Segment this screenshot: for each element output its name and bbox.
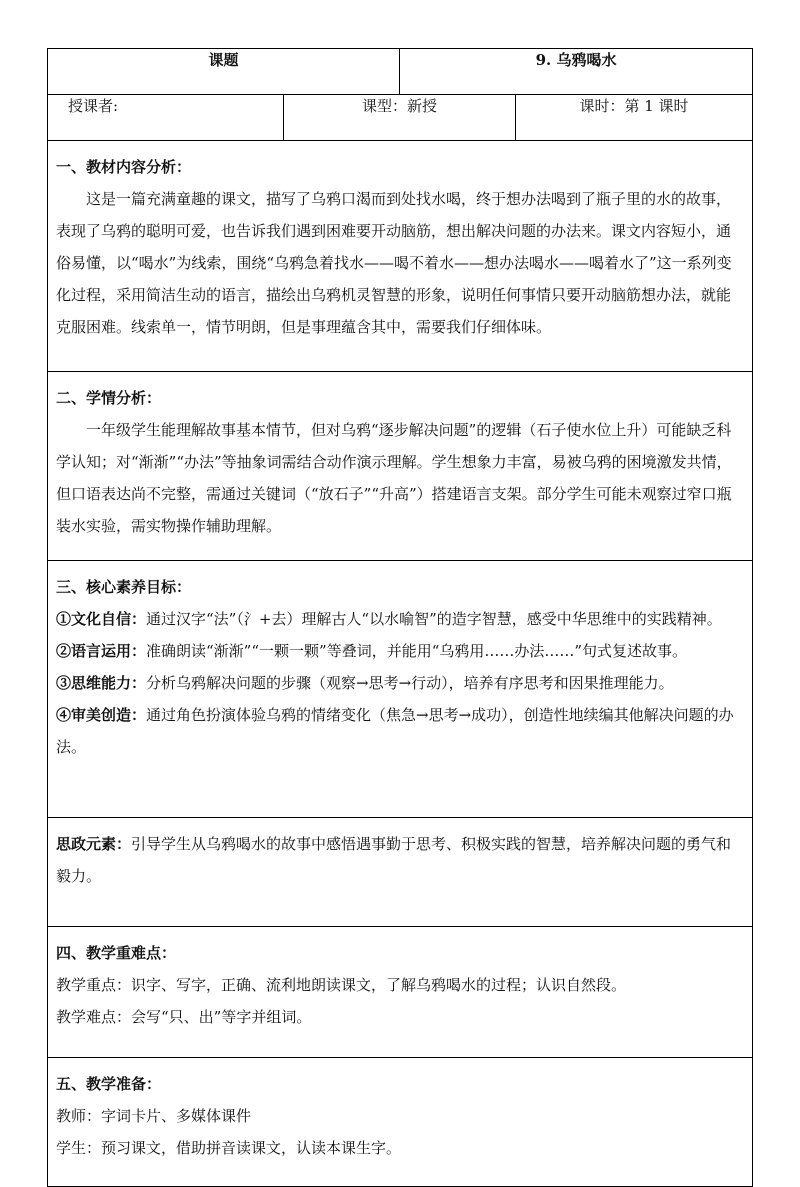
goal-text: 分析乌鸦解决问题的步骤（观察→思考→行动），培养有序思考和因果推理能力。: [146, 674, 674, 692]
lesson-type-cell: 课型：新授: [284, 95, 516, 141]
lesson-plan-table: [47, 48, 753, 1187]
goal-label: ④审美创造：: [56, 706, 147, 724]
ideology-paragraph: [56, 828, 744, 892]
section-title: 五、教学准备：: [56, 1075, 162, 1093]
goal-item: [56, 603, 744, 635]
ideology-text: 引导学生从乌鸦喝水的故事中感悟遇事勤于思考、积极实践的智慧，培养解决问题的勇气和毅力。: [56, 835, 732, 885]
key-point-line: 教学重点：识字、写字，正确、流利地朗读课文，了解乌鸦喝水的过程；认识自然段。: [56, 976, 627, 994]
goal-item: [56, 699, 744, 763]
section-student-analysis: [48, 372, 753, 561]
section-ideology: [48, 818, 753, 927]
lesson-plan-page: [47, 48, 752, 1187]
goal-label: ③思维能力：: [56, 674, 147, 692]
goal-text: 通过汉字“法”（氵+去）理解古人“以水喻智”的造字智慧，感受中华思维中的实践精神。: [146, 610, 722, 628]
goal-label: ②语言运用：: [56, 642, 147, 660]
section-body: 一年级学生能理解故事基本情节，但对乌鸦“逐步解决问题”的逻辑（石子使水位上升）可能缺乏科学认知；对“渐渐”“办法”等抽象词需结合动作演示理解。学生想象力丰富，易被乌鸦的困境激发共情，但口语表达尚不完整，需通过关键词（“放石子”“升高”）搭建语言支架。部分学生可能未观察过窄口瓶装水实验，需实物操作辅助理解。: [56, 421, 732, 535]
section-title: 二、学情分析：: [56, 389, 162, 407]
section-material-analysis: [48, 141, 753, 372]
difficult-point-line: 教学难点：会写“只、出”等字并组词。: [56, 1008, 312, 1026]
header-label: 课题: [48, 49, 400, 95]
lesson-title: 9. 乌鸦喝水: [400, 49, 753, 95]
lesson-hours-cell: 课时：第 1 课时: [516, 95, 753, 141]
goal-label: ①文化自信：: [56, 610, 147, 628]
header-row: [48, 49, 753, 95]
section-key-points: [48, 927, 753, 1058]
teacher-prep-line: 教师：字词卡片、多媒体课件: [56, 1107, 252, 1125]
goal-item: [56, 635, 744, 667]
ideology-label: 思政元素：: [56, 835, 132, 853]
section-title: 三、核心素养目标：: [56, 578, 192, 596]
meta-row: [48, 95, 753, 141]
goal-item: [56, 667, 744, 699]
section-body: 这是一篇充满童趣的课文，描写了乌鸦口渴而到处找水喝，终于想办法喝到了瓶子里的水的故事，表现了乌鸦的聪明可爱，也告诉我们遇到困难要开动脑筋，想出解决问题的办法来。课文内容短小，通俗易懂，以“喝水”为线索，围绕“乌鸦急着找水——喝不着水——想办法喝水——喝着水了”这一系列变化过程，采用简洁生动的语言，描绘出乌鸦机灵智慧的形象，说明任何事情只要开动脑筋想办法，就能克服困难。线索单一，情节明朗，但是事理蕴含其中，需要我们仔细体味。: [56, 190, 732, 336]
goal-text: 准确朗读“渐渐”“一颗一颗”等叠词，并能用“乌鸦用……办法……”句式复述故事。: [146, 642, 688, 660]
section-title: 四、教学重难点：: [56, 944, 177, 962]
goal-text: 通过角色扮演体验乌鸦的情绪变化（焦急→思考→成功），创造性地续编其他解决问题的办法。: [56, 706, 734, 756]
section-title: 一、教材内容分析：: [56, 158, 192, 176]
student-prep-line: 学生：预习课文，借助拼音读课文，认读本课生字。: [56, 1139, 402, 1157]
section-core-goals: [48, 561, 753, 818]
teacher-cell: 授课者:: [48, 95, 284, 141]
section-preparation: [48, 1058, 753, 1187]
